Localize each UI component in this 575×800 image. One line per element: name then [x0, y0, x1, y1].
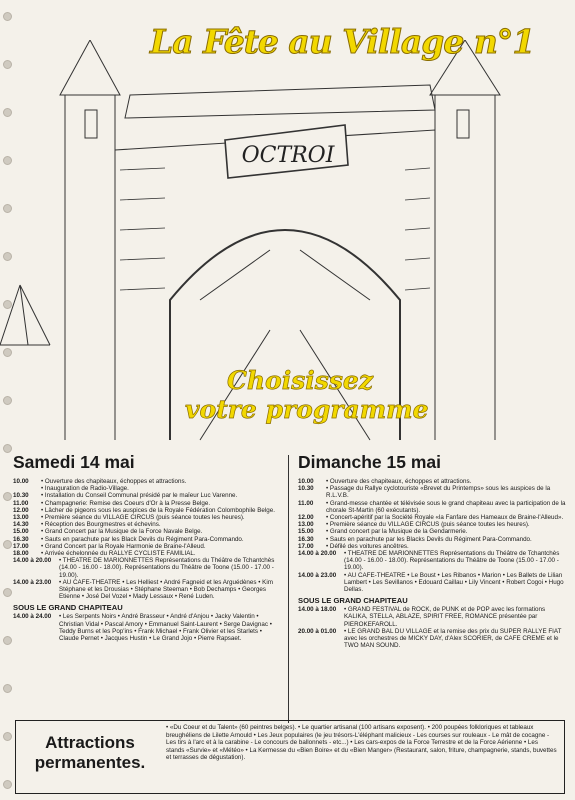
- schedule-item: [298, 485, 568, 499]
- schedule-item: [298, 536, 568, 543]
- event-text: • GRAND FESTIVAL de ROCK, de PUNK et de POP avec les formations KALIKA, STELLA, ABLAZE, SPIRIT FREE, ROMANCE présentée par PIEROKEFAROLL.: [344, 606, 546, 628]
- subtitle-line-2: votre programme: [185, 395, 429, 424]
- event-time: 14.00 à 20.00: [298, 550, 337, 558]
- event-time: 10.00: [298, 478, 314, 485]
- event-text: • Défilé des voitures ancêtres.: [326, 542, 409, 550]
- schedule-item: [298, 528, 568, 535]
- binding-hole: [3, 588, 12, 597]
- event-text: • AU CAFE-THEATRE • Les Helliest • André Fagneid et les Arguédènes • Kim Stéphane et les Drousias • Stéphane Steeman • Bob Dechamps • Georges Etienne • José Del Vozel • Mady Lessaux • René Luden.: [59, 578, 273, 601]
- event-time: 10.30: [298, 485, 314, 493]
- event-time: 14.30: [13, 521, 29, 529]
- event-time: 15.00: [298, 528, 314, 536]
- binding-hole: [3, 780, 12, 789]
- event-text: • Ouverture des chapiteaux, échoppes et attractions.: [41, 478, 187, 485]
- event-text: • Arrivée échelonnée du RALLYE CYCLISTE FAMILIAL.: [41, 550, 196, 558]
- event-text: • Première séance du VILLAGE CIRCUS (puis séance toutes les heures).: [326, 521, 530, 529]
- event-time: 18.00: [13, 550, 29, 558]
- saturday-heading: Samedi 14 mai: [13, 452, 135, 472]
- schedule-item: [13, 521, 278, 528]
- event-text: • LE GRAND BAL DU VILLAGE et la remise des prix du SUPER RALLYE FIAT avec les orchestres de MICKY DAY, d'Alex SCORIER, de CAFE CREME et le TWO MAN SOUND.: [344, 627, 562, 650]
- event-time: 20.00 à 01.00: [298, 627, 337, 635]
- left-tower-window: [85, 110, 97, 138]
- binding-hole: [3, 684, 12, 693]
- schedule-item: [13, 528, 278, 535]
- event-text: • Passage du Rallye cyclotouriste «Brevet du Printemps» sous les auspices de la R.L.V.B.: [326, 485, 551, 500]
- schedule-item: [13, 500, 278, 507]
- schedule-item: [298, 606, 568, 628]
- event-text: • Sauts en parachute par les Blacks Devils du Régiment Para-Commando.: [326, 535, 532, 543]
- sunday-section-heading: SOUS LE GRAND CHAPITEAU: [298, 596, 408, 606]
- right-tower-window: [457, 110, 469, 138]
- event-time: 13.00: [298, 521, 314, 529]
- schedule-item: [298, 514, 568, 521]
- event-time: 13.00: [13, 514, 29, 522]
- event-text: • Grand-messe chantée et télévisée sous le grand chapiteau avec la participation de la chorale St-Martin (60 exécutants).: [326, 499, 566, 514]
- event-text: • Première séance du VILLAGE CIRCUS (puis séance toutes les heures).: [41, 514, 245, 522]
- schedule-item: [298, 521, 568, 528]
- sunday-column: [298, 452, 568, 649]
- binding-hole: [3, 636, 12, 645]
- event-time: 11.00: [13, 499, 29, 507]
- schedule-item: [298, 572, 568, 594]
- event-text: • Grand Concert par la Musique de la Force Navale Belge.: [41, 528, 203, 536]
- left-tower-roof: [60, 40, 120, 95]
- gate-roof: [125, 85, 435, 118]
- circus-tent-drawing: [0, 285, 50, 345]
- event-time: 16.30: [13, 535, 29, 543]
- event-text: • AU CAFE-THEATRE • Le Boust • Les Ribanos • Marion • Les Ballets de Lilian Lambert • Les Sevillanos • Edouard Caillau • Lily Vincent • Robert Cogoi • Hugo Dellas.: [344, 571, 564, 594]
- event-time: 10.00: [13, 478, 29, 485]
- schedule-item: [13, 492, 278, 499]
- binding-hole: [3, 12, 12, 21]
- event-text: • Lâcher de pigeons sous les auspices de la Royale Fédération Colombophile Belge.: [41, 506, 275, 514]
- octroi-sign-text: OCTROI: [241, 143, 335, 168]
- event-text: • Grand concert par la Musique de la Gendarmerie.: [326, 528, 468, 536]
- event-time: 14.00 à 23.00: [13, 578, 52, 586]
- event-text: • Grand Concert par la Royale Harmonie de Braine-l'Alleud.: [41, 542, 206, 550]
- event-time: 14.00 à 18.00: [298, 606, 337, 614]
- column-divider: [288, 455, 289, 723]
- schedule-item: [13, 485, 278, 492]
- schedule-item: [13, 613, 278, 642]
- schedule-item: [298, 543, 568, 550]
- event-text: • Ouverture des chapiteaux, échoppes et attractions.: [326, 478, 472, 485]
- event-text: • Champagnerie: Remise des Coeurs d'Or à la Presse Belge.: [41, 499, 211, 507]
- schedule-item: [13, 543, 278, 550]
- event-time: 14.00 à 24.00: [13, 613, 52, 621]
- schedule-item: [298, 550, 568, 572]
- event-text: • Les Serpents Noirs • André Brasseur • André d'Anjou • Jacky Valentin • Christian Vidal • Pascal Amory • Emmanuel Saint-Laurent • Serge Davignac • Teddy Burns et les Pop'ins • Frank Michael • Frank Olivier et les Starlets • Claude Pernet • Jacques Hustin • Le Grand Jojo • Pierre Rapsaet.: [59, 613, 272, 643]
- event-text: • Réception des Bourgmestres et échevins.: [41, 521, 161, 529]
- event-time: [13, 485, 41, 492]
- attractions-text: • «Du Coeur et du Talent» (60 peintres belges). • Le quartier artisanal (100 artisans exposent). • 200 poupées folkloriques et tableaux breughéliens de Lilette Arnould • Les Jeux populaires (le jeu trésors-L'éléphant malicieux - Les courses sur rouleaux - Le mât de cocagne - Les tirs à l'arc et à la carabine - Le concours de ballonnets - etc...) • Les cars-expos de la Force Terrestre et de la Force Aérienne • Les stands «Survie» et «Météo» • La Kermesse du «Bien Boire» et du «Bien Manger» (Restaurant, salon, friture, champagnerie, stands, buvettes et terrasses de dégustation).: [166, 724, 557, 761]
- binding-hole: [3, 732, 12, 741]
- event-text: • THEATRE DE MARIONNETTES Représentations du Théâtre de Tchantchès (14.00 - 16.00 - 18.00). Représentations du Théâtre de Toone (15.00 - 17.00 - 19.00).: [344, 550, 560, 572]
- event-time: 14.00 à 20.00: [13, 557, 52, 565]
- event-time: 12.00: [13, 506, 29, 514]
- event-time: 17.00: [13, 542, 29, 550]
- schedule-item: [13, 557, 278, 579]
- binding-hole: [3, 540, 12, 549]
- schedule-item: [298, 500, 568, 514]
- schedule-item: [13, 536, 278, 543]
- event-text: • Inauguration de Radio-Village.: [41, 485, 129, 493]
- event-text: • Sauts en parachute par les Black Devils du Régiment Para-Commando.: [41, 535, 244, 543]
- schedule-item: [298, 478, 568, 485]
- event-time: 16.30: [298, 535, 314, 543]
- schedule-item: [13, 478, 278, 485]
- event-text: • Installation du Conseil Communal présidé par le maïeur Luc Varenne.: [41, 492, 238, 500]
- event-time: 15.00: [13, 528, 29, 536]
- binding-hole: [3, 492, 12, 501]
- attractions-title: Attractions permanentes.: [34, 733, 146, 772]
- saturday-column: [13, 452, 278, 642]
- event-text: • Concert-apéritif par la Société Royale «la Fanfare des Hameaux de Braine-l'Alleud».: [326, 514, 564, 522]
- schedule-item: [13, 507, 278, 514]
- schedule-item: [298, 628, 568, 650]
- subtitle-line-1: Choisissez: [226, 366, 374, 395]
- brick-lines: [120, 168, 430, 290]
- event-time: 10.30: [13, 492, 29, 500]
- event-time: 14.00 à 23.00: [298, 571, 337, 579]
- event-text: • THEATRE DE MARIONNETTES Représentations du Théâtre de Tchantchès (14.00 - 16.00 - 18.00). Représentations du Théâtre de Toone (15.00 - 17.00 - 19.00).: [59, 557, 275, 579]
- left-tower-walls: [65, 95, 115, 440]
- schedule-item: [13, 514, 278, 521]
- schedule-item: [13, 579, 278, 601]
- event-time: 17.00: [298, 542, 314, 550]
- sunday-heading: Dimanche 15 mai: [298, 452, 441, 472]
- saturday-section-heading: SOUS LE GRAND CHAPITEAU: [13, 603, 123, 613]
- event-time: 12.00: [298, 514, 314, 522]
- attractions-box: [15, 720, 565, 794]
- event-time: 11.00: [298, 499, 314, 507]
- schedule-item: [13, 550, 278, 557]
- poster-title: La Fête au Village n°1: [150, 22, 535, 61]
- right-tower-walls: [435, 95, 495, 440]
